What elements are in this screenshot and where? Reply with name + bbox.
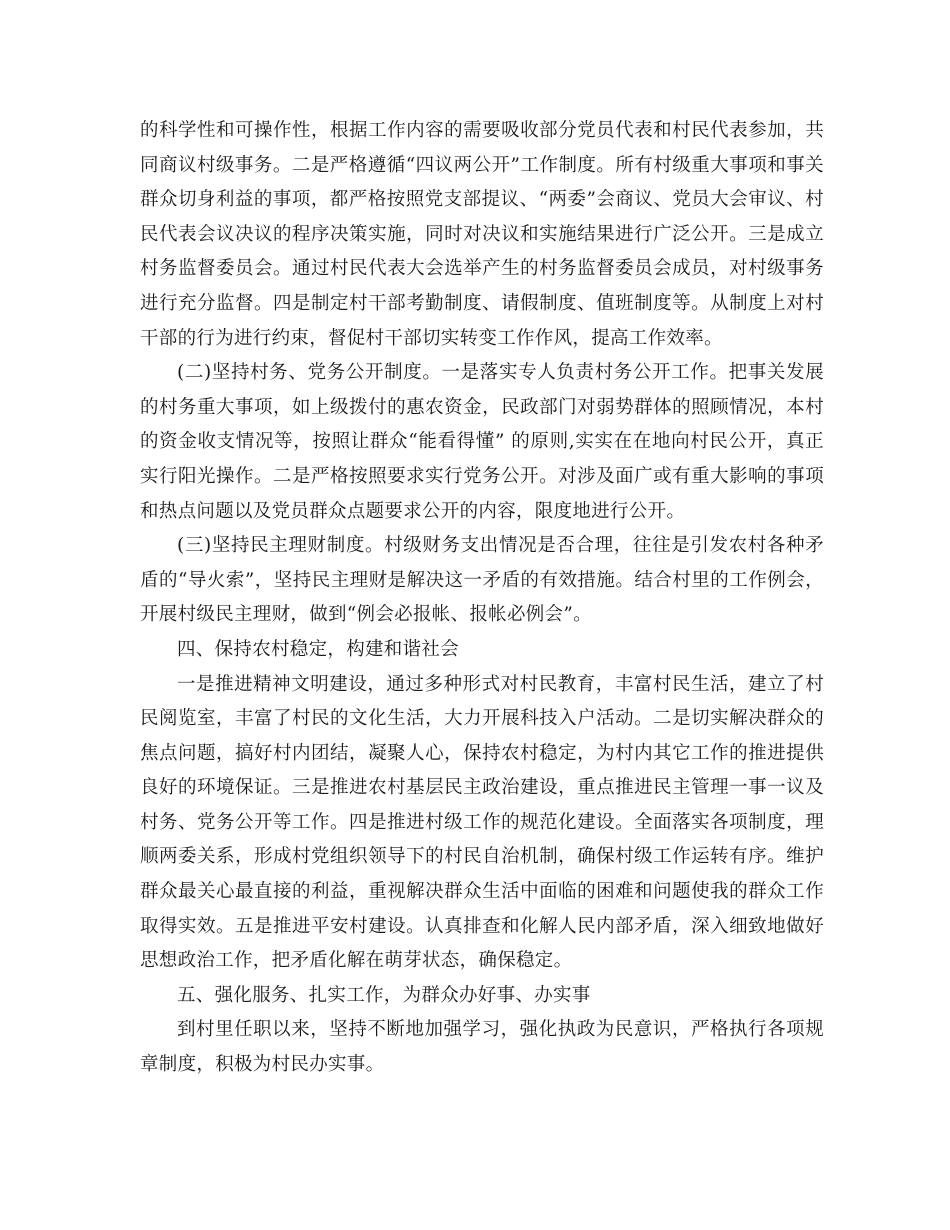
paragraph-institution-rules: 的科学性和可操作性，根据工作内容的需要吸收部分党员代表和村民代表参加，共同商议村级事务。二是严格遵循“四议两公开”工作制度。所有村级重大事项和事关群众切身利益的事项，都严格按照党支部提议、“两委”会商议、党员大会审议、村民代表会议决议的程序决策实施，同时对决议和实施结果进行广泛公开。三是成立村务监督委员会。通过村民代表大会选举产生的村务监督委员会成员，对村级事务进行充分监督。四是制定村干部考勤制度、请假制度、值班制度等。从制度上对村干部的行为进行约束，督促村干部切实转变工作作风，提高工作效率。 [140, 120, 824, 349]
paragraph-democratic-finance: (三)坚持民主理财制度。村级财务支出情况是否合理，往往是引发农村各种矛盾的“导火索”，坚持民主理财是解决这一矛盾的有效措施。结合村里的工作例会，开展村级民主理财，做到“例会必报帐、报帐必例会”。 [140, 535, 824, 626]
document-body [140, 114, 824, 1083]
section-heading-rural-stability: 四、保持农村稳定，构建和谐社会 [177, 638, 460, 660]
paragraph-rural-stability: 一是推进精神文明建设，通过多种形式对村民教育，丰富村民生活，建立了村民阅览室，丰富了村民的文化生活，大力开展科技入户活动。二是切实解决群众的焦点问题，搞好村内团结，凝聚人心，保持农村稳定，为村内其它工作的推进提供良好的环境保证。三是推进农村基层民主政治建设，重点推进民主管理一事一议及村务、党务公开等工作。四是推进村级工作的规范化建设。全面落实各项制度，理顺两委关系，形成村党组织领导下的村民自治机制，确保村级工作运转有序。维护群众最关心最直接的利益，重视解决群众生活中面临的困难和问题使我的群众工作取得实效。五是推进平安村建设。认真排查和化解人民内部矛盾，深入细致地做好思想政治工作，把矛盾化解在萌芽状态，确保稳定。 [140, 673, 824, 972]
paragraph-open-affairs: (二)坚持村务、党务公开制度。一是落实专人负责村务公开工作。把事关发展的村务重大事项，如上级拨付的惠农资金，民政部门对弱势群体的照顾情况，本村的资金收支情况等，按照让群众“能看得懂” 的原则,实实在在地向村民公开，真正实行阳光操作。二是严格按照要求实行党务公开。对涉及面广或有重大影响的事项和热点问题以及党员群众点题要求公开的内容，限度地进行公开。 [140, 362, 824, 522]
paragraph-service: 到村里任职以来，坚持不断地加强学习，强化执政为民意识，严格执行各项规章制度，积极为村民办实事。 [140, 1019, 824, 1076]
section-heading-service: 五、强化服务、扎实工作，为群众办好事、办实事 [177, 984, 591, 1006]
